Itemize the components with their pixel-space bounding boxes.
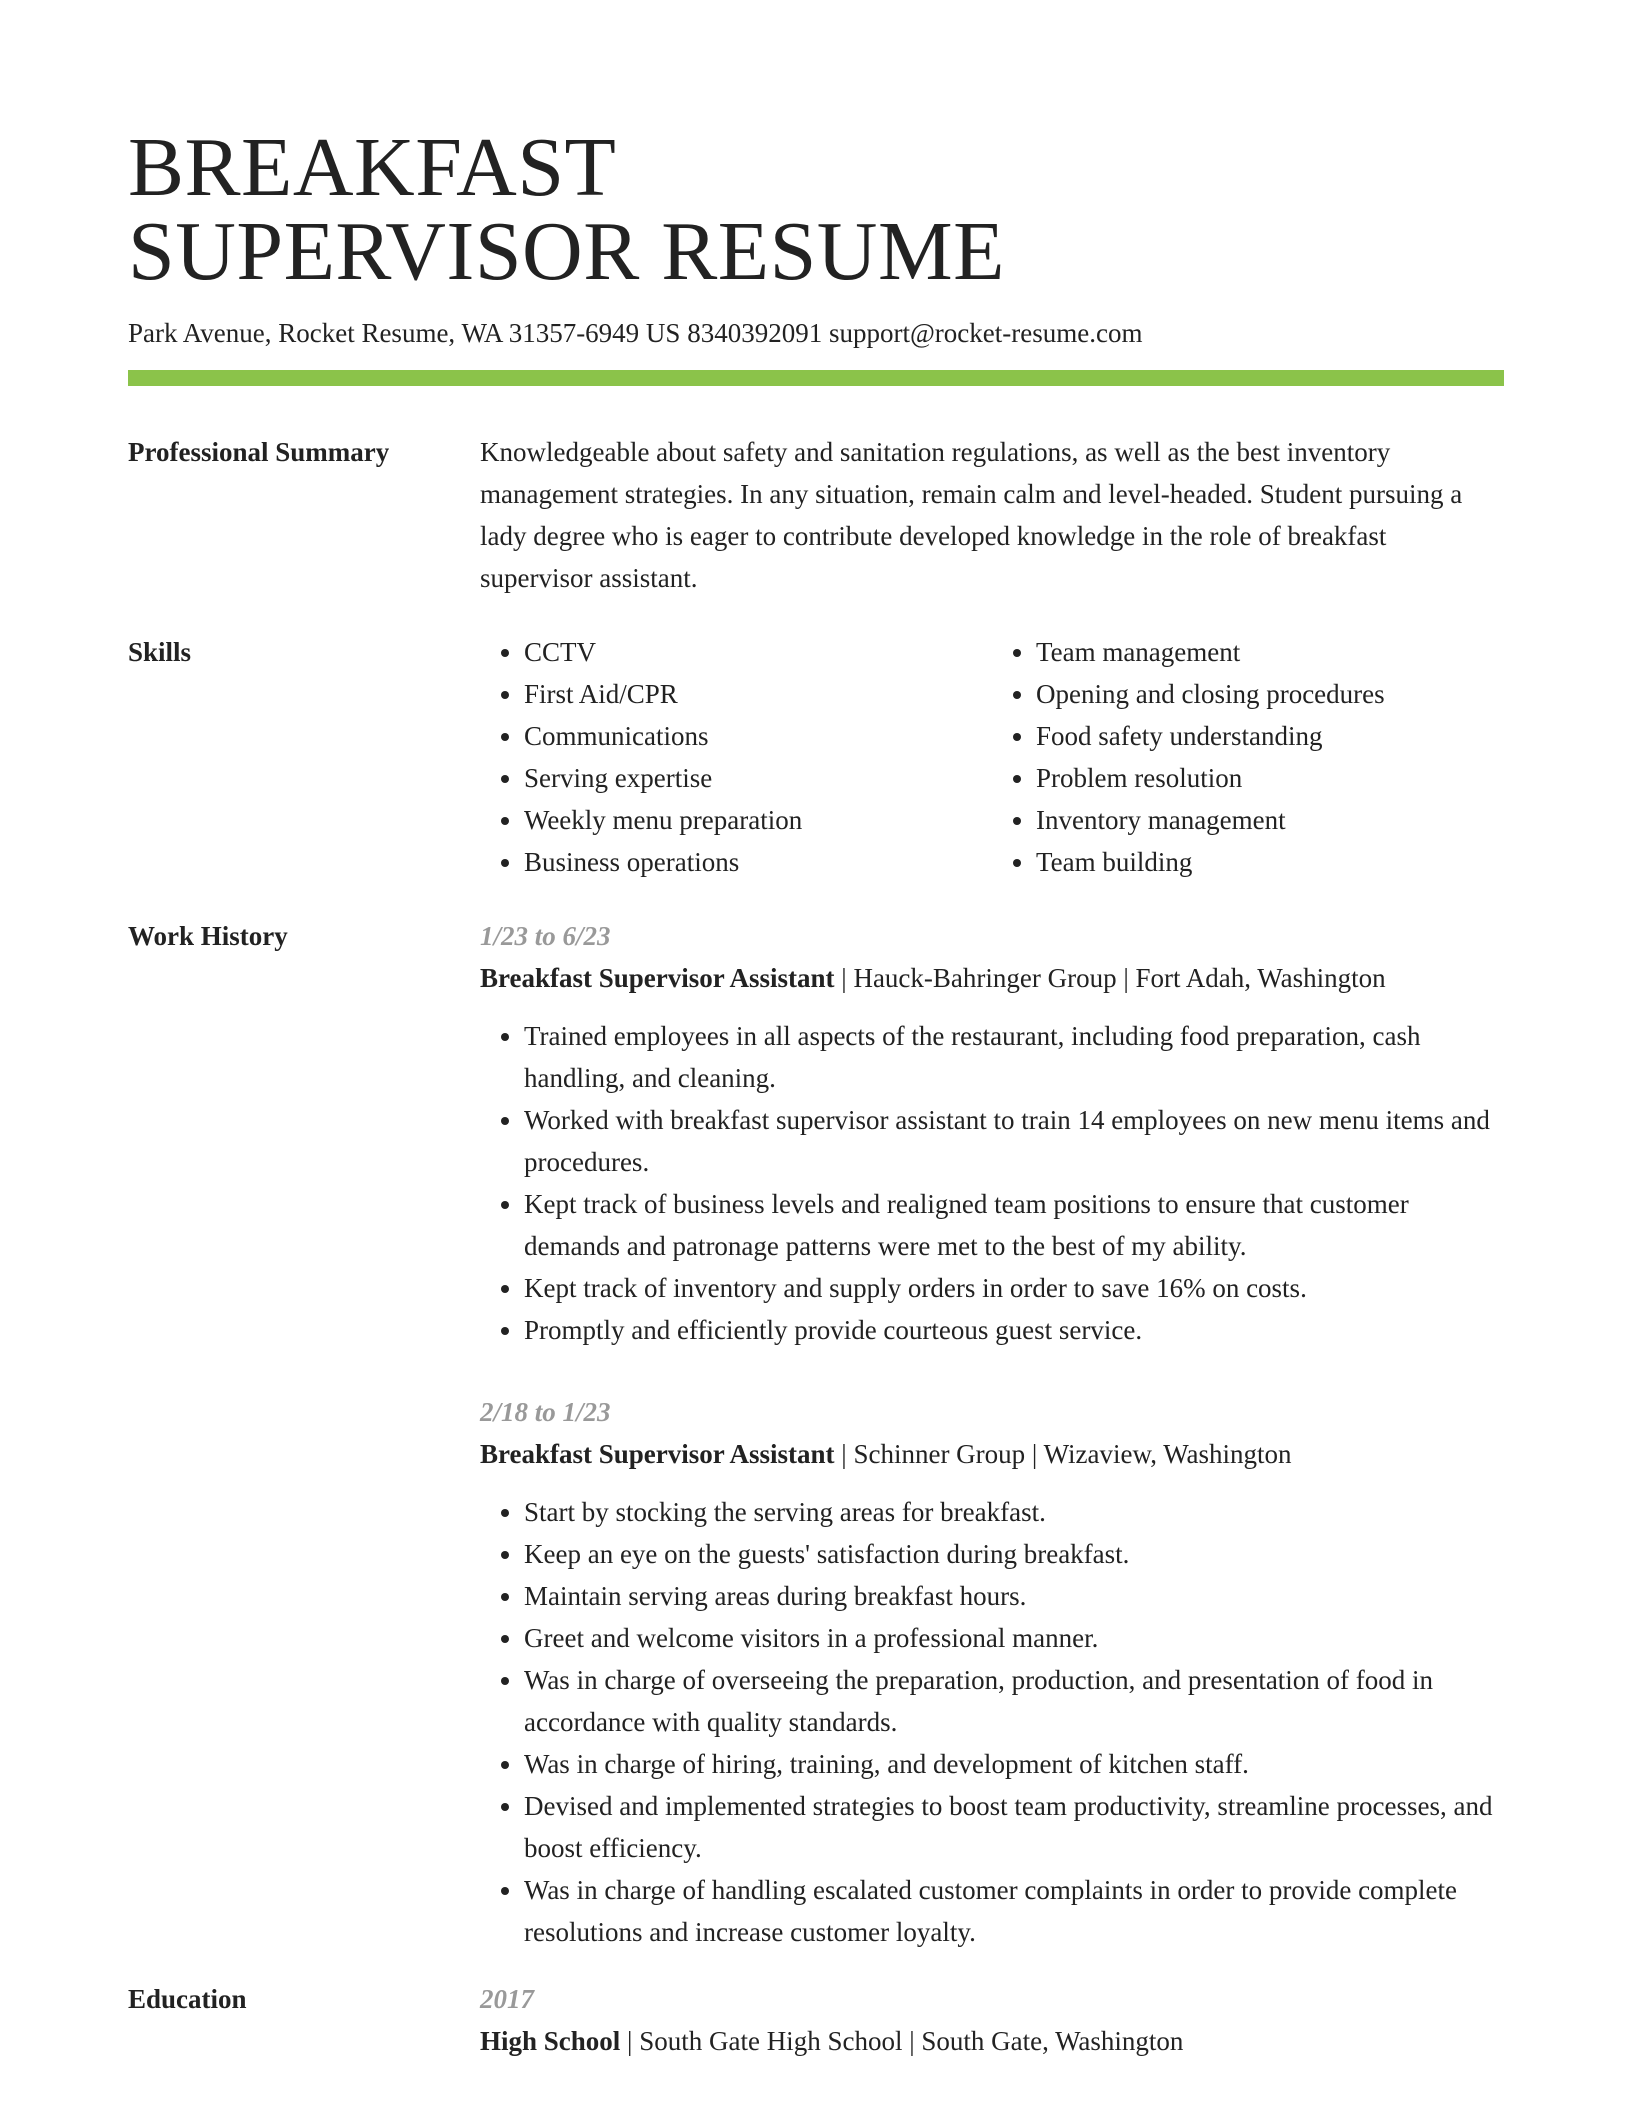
job-dates: 2/18 to 1/23 — [480, 1397, 611, 1427]
skill-item: • Problem resolution — [1036, 757, 1504, 799]
education-school: | South Gate High School | South Gate, Washington — [620, 2026, 1184, 2056]
skills-list-right — [992, 631, 1504, 883]
job-employer: | Schinner Group | Wizaview, Washington — [834, 1439, 1292, 1469]
skills-list-left — [480, 631, 992, 883]
section-content — [480, 431, 1504, 599]
job-bullet: • Kept track of inventory and supply orders in order to save 16% on costs. — [524, 1267, 1504, 1309]
job-title: Breakfast Supervisor Assistant — [480, 1439, 835, 1469]
section-content — [480, 1978, 1504, 2062]
job-title: Breakfast Supervisor Assistant — [480, 963, 835, 993]
skill-item: • Opening and closing procedures — [1036, 673, 1504, 715]
job-bullet: • Kept track of business levels and realigned team positions to ensure that customer demands and patronage patterns were met to the best of my ability. — [524, 1183, 1504, 1267]
education-degree: High School — [480, 2026, 621, 2056]
education-entry — [480, 2020, 1504, 2062]
job-dates: 1/23 to 6/23 — [480, 921, 611, 951]
skill-item: • First Aid/CPR — [524, 673, 992, 715]
education-date: 2017 — [480, 1984, 534, 2014]
skill-item: • Food safety understanding — [1036, 715, 1504, 757]
job-bullet: • Start by stocking the serving areas for breakfast. — [524, 1491, 1504, 1533]
skill-item: • Team management — [1036, 631, 1504, 673]
job-bullets — [480, 1015, 1504, 1351]
job-bullet: • Was in charge of handling escalated customer complaints in order to provide complete resolutions and increase customer loyalty. — [524, 1869, 1504, 1953]
job-bullet: • Devised and implemented strategies to boost team productivity, streamline processes, and boost efficiency. — [524, 1785, 1504, 1869]
job-bullet: • Trained employees in all aspects of the restaurant, including food preparation, cash handling, and cleaning. — [524, 1015, 1504, 1099]
job-bullets — [480, 1491, 1504, 1953]
job-role — [480, 957, 1504, 999]
accent-divider — [128, 370, 1504, 386]
job-bullet: • Keep an eye on the guests' satisfaction during breakfast. — [524, 1533, 1504, 1575]
job-bullet: • Promptly and efficiently provide courteous guest service. — [524, 1309, 1504, 1351]
skill-item: • Communications — [524, 715, 992, 757]
skill-item: • Team building — [1036, 841, 1504, 883]
skill-item: • Inventory management — [1036, 799, 1504, 841]
job-entry — [480, 915, 1504, 1351]
section-heading: Work History — [128, 921, 288, 951]
job-bullet: • Worked with breakfast supervisor assistant to train 14 employees on new menu items and procedures. — [524, 1099, 1504, 1183]
title-line-1: BREAKFAST — [128, 121, 617, 214]
section-content — [480, 915, 1504, 1953]
job-bullet: • Greet and welcome visitors in a professional manner. — [524, 1617, 1504, 1659]
skill-item: • Weekly menu preparation — [524, 799, 992, 841]
job-role — [480, 1433, 1504, 1475]
section-heading: Skills — [128, 637, 192, 667]
resume-title — [128, 121, 1005, 298]
skill-item: • CCTV — [524, 631, 992, 673]
job-bullet: • Was in charge of hiring, training, and development of kitchen staff. — [524, 1743, 1504, 1785]
skill-item: • Business operations — [524, 841, 992, 883]
skills-columns — [480, 631, 1504, 883]
contact-info: Park Avenue, Rocket Resume, WA 31357-6949 US 8340392091 support@rocket-resume.com — [128, 318, 1143, 348]
section-heading: Education — [128, 1984, 247, 2014]
title-line-2: SUPERVISOR RESUME — [128, 205, 1005, 298]
skill-item: • Serving expertise — [524, 757, 992, 799]
section-heading: Professional Summary — [128, 437, 390, 467]
job-bullet: • Was in charge of overseeing the preparation, production, and presentation of food in accordance with quality standards. — [524, 1659, 1504, 1743]
job-entry — [480, 1391, 1504, 1953]
job-bullet: • Maintain serving areas during breakfast hours. — [524, 1575, 1504, 1617]
job-employer: | Hauck-Bahringer Group | Fort Adah, Washington — [834, 963, 1386, 993]
summary-text: Knowledgeable about safety and sanitation regulations, as well as the best inventory management strategies. In any situation, remain calm and level-headed. Student pursuing a lady degree who is eager to contribute developed knowledge in the role of breakfast supervisor assistant. — [480, 437, 1463, 593]
